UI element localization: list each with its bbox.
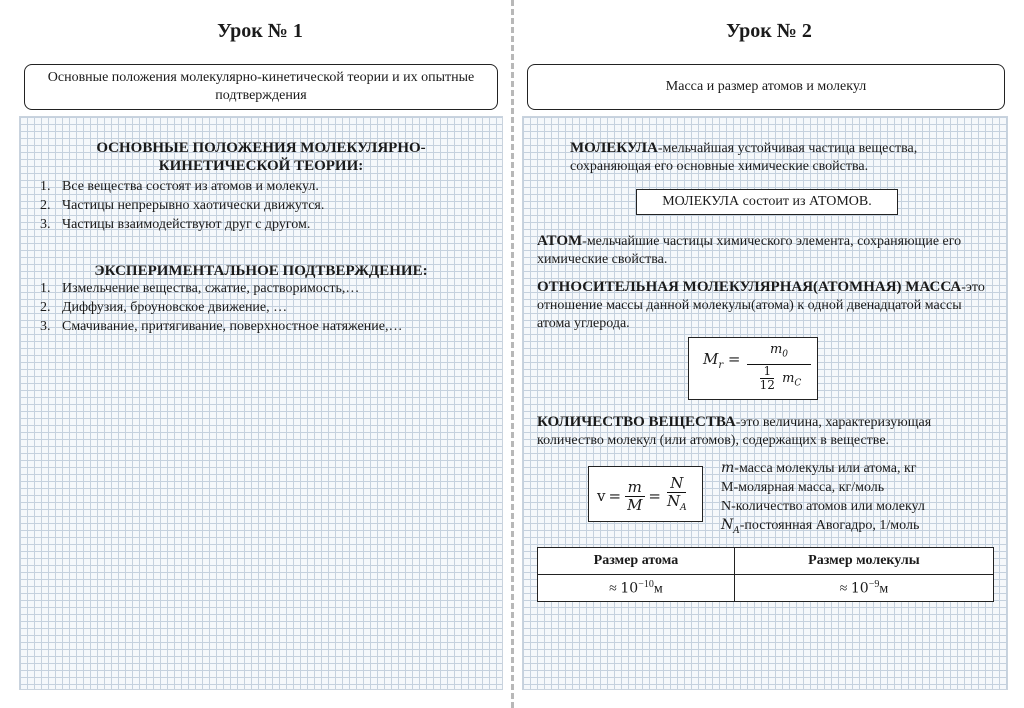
list-item: 1. Все вещества состоят из атомов и молекул. [40,179,319,194]
lesson-1-title: Урок № 1 [217,20,303,42]
lesson-2-topic-box [527,64,1005,110]
atom-term: АТОМ [537,233,583,249]
atom-size-header: Размер атома [538,548,735,575]
lesson-2-title: Урок № 2 [726,20,812,42]
list-item: 2. Частицы непрерывно хаотически движутся. [40,198,325,213]
molecule-size-header: Размер молекулы [734,548,993,575]
list-item: 3. Частицы взаимодействуют друг с другом. [40,217,311,232]
relative-mass-definition: ОТНОСИТЕЛЬНАЯ МОЛЕКУЛЯРНАЯ(АТОМНАЯ) МАССА-это отношение массы данной молекулы(атома) к одной двенадцатой массы атома углерода. [537,279,985,331]
legend-item: M-молярная масса, кг/моль [721,480,885,495]
legend-item: $N_A$-постоянная Авогадро, 1/моль [721,517,920,536]
atom-size-value: ≈ $10^{-10}м$ [538,575,735,602]
relative-mass-formula: $M_r$ = $m_0$ $\frac{1}{12}$ $m_C$ [688,337,818,400]
list-item: 2. Диффузия, броуновское движение, … [40,300,288,315]
experiment-list [40,279,500,336]
relative-mass-term: ОТНОСИТЕЛЬНАЯ МОЛЕКУЛЯРНАЯ(АТОМНАЯ) МАССА [537,279,962,295]
molecule-atoms-box: МОЛЕКУЛА состоит из АТОМОВ. [636,189,898,215]
amount-term: КОЛИЧЕСТВО ВЕЩЕСТВА [537,414,736,430]
page-divider [511,0,514,708]
atom-definition: АТОМ-мельчайшие частицы химического элемента, сохраняющие его химические свойства. [537,233,962,267]
mkt-heading: ОСНОВНЫЕ ПОЛОЖЕНИЯ МОЛЕКУЛЯРНО-КИНЕТИЧЕСКОЙ ТЕОРИИ: [96,140,426,174]
molecule-definition: МОЛЕКУЛА-мельчайшая устойчивая частица вещества, сохраняющая его основные химические свойства. [570,140,918,174]
table-row [538,575,994,602]
lesson-1-topic: Основные положения молекулярно-кинетической теории и их опытные подтверждения [47,70,475,103]
size-table [537,547,994,602]
table-header-row [538,548,994,575]
mkt-list [40,177,480,234]
formula-legend [721,459,991,541]
amount-formula: v = $\frac{m}{M}$ = $\frac{N}{N_A}$ [588,466,703,522]
legend-item: m-масса молекулы или атома, кг [721,460,917,476]
molecule-size-value: ≈ $10^{-9}м$ [734,575,993,602]
lesson-1-topic-box [24,64,498,110]
list-item: 1. Измельчение вещества, сжатие, растворимость,… [40,281,360,296]
experiment-heading: ЭКСПЕРИМЕНТАЛЬНОЕ ПОДТВЕРЖДЕНИЕ: [94,263,428,279]
legend-item: N-количество атомов или молекул [721,499,925,514]
lesson-2-topic: Масса и размер атомов и молекул [665,79,867,94]
molecule-term: МОЛЕКУЛА [570,140,658,156]
list-item: 3. Смачивание, притягивание, поверхностное натяжение,… [40,319,403,334]
amount-definition: КОЛИЧЕСТВО ВЕЩЕСТВА-это величина, характеризующая количество молекул (или атомов), содержащих в веществе. [537,414,932,448]
